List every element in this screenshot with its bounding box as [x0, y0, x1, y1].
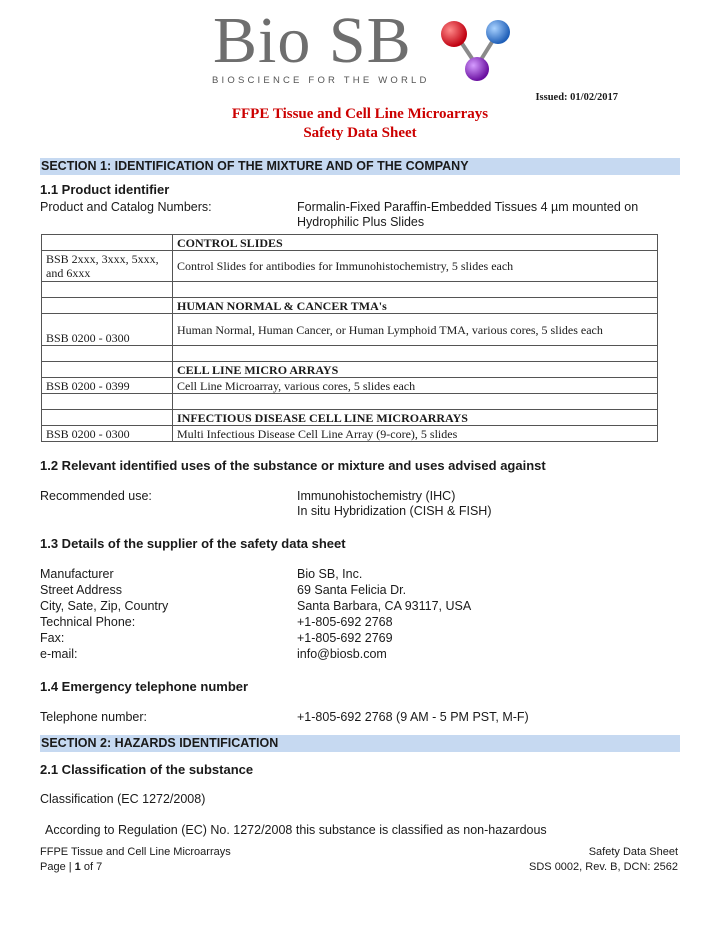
recommended-use-label: Recommended use:: [40, 489, 152, 503]
table-cell: [173, 346, 658, 362]
fax-value: +1-805-692 2769: [297, 631, 393, 645]
footer-page-prefix: Page |: [40, 861, 75, 873]
product-value-line1: Formalin-Fixed Paraffin-Embedded Tissues 4 µm mounted on: [297, 200, 639, 214]
tma-code: BSB 0200 - 0300: [42, 314, 173, 346]
manufacturer-value: Bio SB, Inc.: [297, 567, 363, 581]
tma-desc: Human Normal, Human Cancer, or Human Lymphoid TMA, various cores, 5 slides each: [173, 314, 658, 346]
supplier-heading: 1.3 Details of the supplier of the safety data sheet: [40, 536, 346, 551]
manufacturer-label: Manufacturer: [40, 567, 114, 581]
infectious-header: INFECTIOUS DISEASE CELL LINE MICROARRAYS: [173, 410, 658, 426]
emergency-value: +1-805-692 2768 (9 AM - 5 PM PST, M-F): [297, 710, 529, 724]
document-subtitle: Safety Data Sheet: [303, 125, 417, 141]
footer-sds-label: Safety Data Sheet: [588, 846, 678, 858]
city-label: City, Sate, Zip, Country: [40, 599, 169, 613]
table-cell: [42, 298, 173, 314]
emergency-heading: 1.4 Emergency telephone number: [40, 679, 249, 694]
product-identifier-heading: 1.1 Product identifier: [40, 182, 170, 197]
uses-heading: 1.2 Relevant identified uses of the substance or mixture and uses advised against: [40, 458, 546, 473]
product-label: Product and Catalog Numbers:: [40, 200, 212, 214]
footer-page-suffix: of 7: [80, 861, 103, 873]
catalog-table: [41, 234, 658, 442]
cell-line-code: BSB 0200 - 0399: [42, 378, 173, 394]
issued-date: Issued: 01/02/2017: [535, 92, 618, 103]
recommended-use-line2: In situ Hybridization (CISH & FISH): [297, 504, 492, 518]
molecule-logo-icon: [430, 14, 520, 84]
emergency-label: Telephone number:: [40, 710, 148, 724]
control-slides-code: BSB 2xxx, 3xxx, 5xxx, and 6xxx: [42, 251, 173, 282]
classification-ref: Classification (EC 1272/2008): [40, 792, 206, 806]
tma-header: HUMAN NORMAL & CANCER TMA's: [173, 298, 658, 314]
infectious-desc: Multi Infectious Disease Cell Line Array (9-core), 5 slides: [173, 426, 658, 442]
city-value: Santa Barbara, CA 93117, USA: [297, 599, 472, 613]
logo-tagline: BIOSCIENCE FOR THE WORLD: [212, 75, 430, 86]
footer-sds-code: SDS 0002, Rev. B, DCN: 2562: [529, 861, 678, 873]
control-slides-header: CONTROL SLIDES: [173, 235, 658, 251]
table-cell: [42, 410, 173, 426]
footer-page-current: 1: [74, 861, 81, 873]
phone-value: +1-805-692 2768: [297, 615, 393, 629]
footer-page-number: [40, 861, 102, 873]
email-label: e-mail:: [40, 647, 78, 661]
table-cell: [173, 394, 658, 410]
fax-label: Fax:: [40, 631, 65, 645]
table-cell: [42, 282, 173, 298]
control-slides-desc: Control Slides for antibodies for Immunohistochemistry, 5 slides each: [173, 251, 658, 282]
table-cell: [173, 282, 658, 298]
table-cell: [42, 346, 173, 362]
section-1-heading: SECTION 1: IDENTIFICATION OF THE MIXTURE AND OF THE COMPANY: [40, 158, 680, 175]
street-label: Street Address: [40, 583, 122, 597]
classification-heading: 2.1 Classification of the substance: [40, 762, 254, 777]
infectious-code: BSB 0200 - 0300: [42, 426, 173, 442]
footer-doc-name: FFPE Tissue and Cell Line Microarrays: [40, 846, 231, 858]
section-2-heading: SECTION 2: HAZARDS IDENTIFICATION: [40, 735, 680, 752]
cell-line-header: CELL LINE MICRO ARRAYS: [173, 362, 658, 378]
classification-statement: According to Regulation (EC) No. 1272/2008 this substance is classified as non-hazardous: [45, 823, 547, 837]
recommended-use-line1: Immunohistochemistry (IHC): [297, 489, 456, 503]
product-value-line2: Hydrophilic Plus Slides: [297, 215, 425, 229]
phone-label: Technical Phone:: [40, 615, 136, 629]
cell-line-desc: Cell Line Microarray, various cores, 5 slides each: [173, 378, 658, 394]
company-logo-wordmark: Bio SB: [213, 4, 412, 77]
street-value: 69 Santa Felicia Dr.: [297, 583, 407, 597]
document-title: FFPE Tissue and Cell Line Microarrays: [231, 106, 489, 122]
table-cell: [42, 362, 173, 378]
table-cell: [42, 235, 173, 251]
table-cell: [42, 394, 173, 410]
email-value[interactable]: info@biosb.com: [297, 647, 387, 661]
